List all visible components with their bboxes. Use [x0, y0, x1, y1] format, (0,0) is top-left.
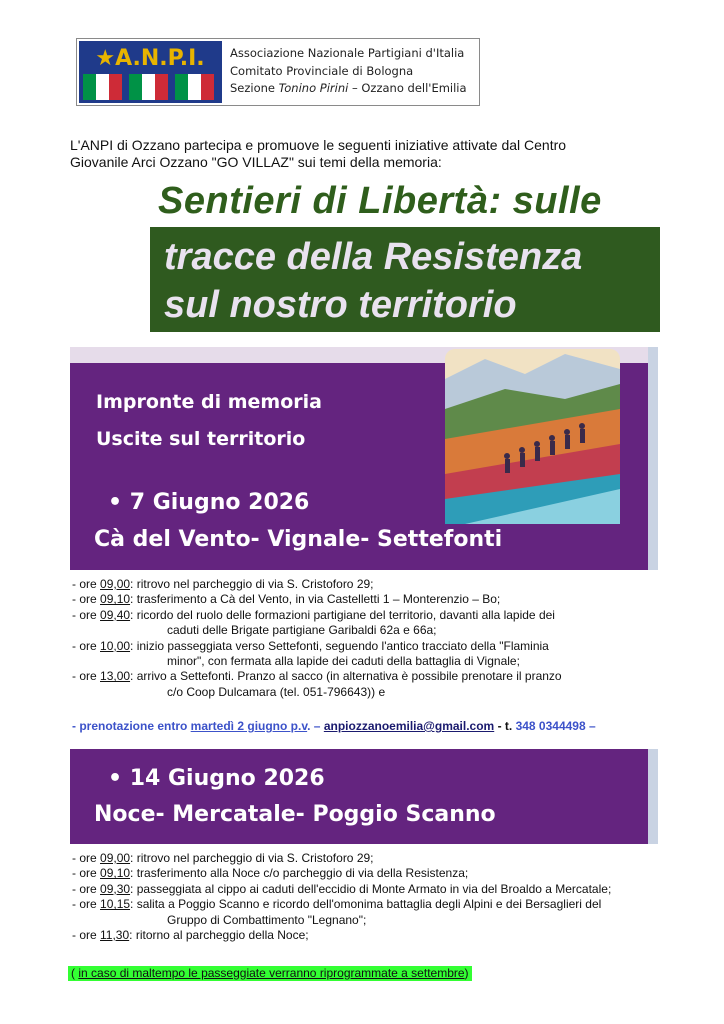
- schedule-row: - ore 11,30 : ritorno al parcheggio della Noce;: [72, 928, 309, 943]
- intro-line-2: Giovanile Arci Ozzano "GO VILLAZ" sui temi della memoria:: [70, 154, 442, 170]
- title-line-1: Sentieri di Libertà: sulle: [158, 180, 602, 222]
- schedule-row: - ore 09,00 : ritrovo nel parcheggio di via S. Cristoforo 29;: [72, 577, 374, 591]
- anpi-logo: [76, 38, 480, 106]
- schedule-time: 10,00: [100, 638, 131, 653]
- hikers-illustration-icon: [445, 349, 620, 524]
- schedule-time: 09,00: [100, 577, 131, 591]
- schedule-row: - ore 10,15 : salita a Poggio Scanno e ricordo dell'omonima battaglia degli Alpini e dei Bersaglieri del: [72, 897, 602, 912]
- title-line-2: tracce della Resistenza: [164, 236, 583, 278]
- weather-note: ( in caso di maltempo le passeggiate verranno riprogrammate a settembre): [68, 966, 472, 981]
- logo-line-2: Comitato Provinciale di Bologna: [230, 63, 414, 78]
- schedule-row: - ore 13,00 : arrivo a Settefonti. Pranzo al sacco (in alternativa è possibile prenotare il pranzo: [72, 669, 562, 684]
- schedule-time: 09,10: [100, 866, 131, 881]
- event-banner-2: [70, 749, 658, 844]
- intro-paragraph: [70, 137, 670, 171]
- schedule-time: 10,15: [100, 897, 131, 912]
- schedule-row: minor", con fermata alla lapide dei caduti della battaglia di Vignale;: [167, 654, 520, 669]
- email-link[interactable]: anpiozzanoemilia@gmail.com: [323, 719, 495, 733]
- logo-caption: [230, 45, 467, 98]
- schedule-row: - ore 10,00 : inizio passeggiata verso Settefonti, seguendo l'antico tracciato della "Flaminia: [72, 638, 549, 653]
- event-banner-1: [70, 347, 658, 570]
- schedule-time: 09,30: [100, 881, 131, 896]
- schedule-time: 13,00: [100, 669, 131, 684]
- banner-date-2: • 14 Giugno 2026: [108, 766, 325, 791]
- schedule-row: caduti delle Brigate partigiane Garibaldi 62a e 66a;: [167, 623, 437, 638]
- banner-heading-1: Impronte di memoria: [96, 391, 322, 413]
- schedule-time: 09,40: [100, 607, 131, 622]
- intro-line-1: L'ANPI di Ozzano partecipa e promuove le seguenti iniziative attivate dal Centro: [70, 137, 567, 153]
- schedule-row: c/o Coop Dulcamara (tel. 051-796643)) e: [167, 684, 386, 699]
- schedule-row: - ore 09,10 : trasferimento alla Noce c/o parcheggio di via della Resistenza;: [72, 866, 469, 881]
- schedule-time: 09,10: [100, 592, 131, 607]
- title-line-3: sul nostro territorio: [164, 284, 517, 326]
- banner-route-2: Noce- Mercatale- Poggio Scanno: [94, 802, 496, 827]
- banner-heading-2: Uscite sul territorio: [96, 428, 306, 450]
- schedule-1: [72, 577, 692, 700]
- phone-number: 348 0344498 –: [515, 719, 596, 733]
- booking-deadline: martedì 2 giugno p.v: [190, 719, 308, 733]
- schedule-row: - ore 09,00 : ritrovo nel parcheggio di via S. Cristoforo 29;: [72, 851, 374, 865]
- schedule-row: - ore 09,10 : trasferimento a Cà del Vento, in via Castelletti 1 – Monterenzio – Bo;: [72, 592, 501, 607]
- schedule-2: [72, 851, 692, 943]
- schedule-row: - ore 09,40 : ricordo del ruolo delle formazioni partigiane del territorio, davanti alla lapide dei: [72, 607, 555, 622]
- schedule-time: 09,00: [100, 851, 131, 865]
- logo-line-3: Sezione Tonino Pirini – Ozzano dell'Emilia: [230, 81, 467, 95]
- banner-date-1: • 7 Giugno 2026: [108, 490, 310, 515]
- booking-line: - prenotazione entro martedì 2 giugno p.v. – anpiozzanoemilia@gmail.com - t. 348 0344498 –: [72, 719, 596, 733]
- anpi-emblem-icon: [79, 41, 222, 103]
- schedule-time: 11,30: [100, 928, 130, 943]
- emblem-text: ★A.N.P.I.: [95, 46, 205, 71]
- title-lines: [164, 233, 582, 329]
- logo-line-1: Associazione Nazionale Partigiani d'Italia: [230, 46, 465, 60]
- banner-route-1: Cà del Vento- Vignale- Settefonti: [94, 527, 503, 552]
- schedule-row: Gruppo di Combattimento "Legnano";: [167, 912, 367, 927]
- title-box: [150, 227, 660, 332]
- schedule-row: - ore 09,30 : passeggiata al cippo ai caduti dell'eccidio di Monte Armato in via del Broaldo a Mercatale;: [72, 881, 612, 896]
